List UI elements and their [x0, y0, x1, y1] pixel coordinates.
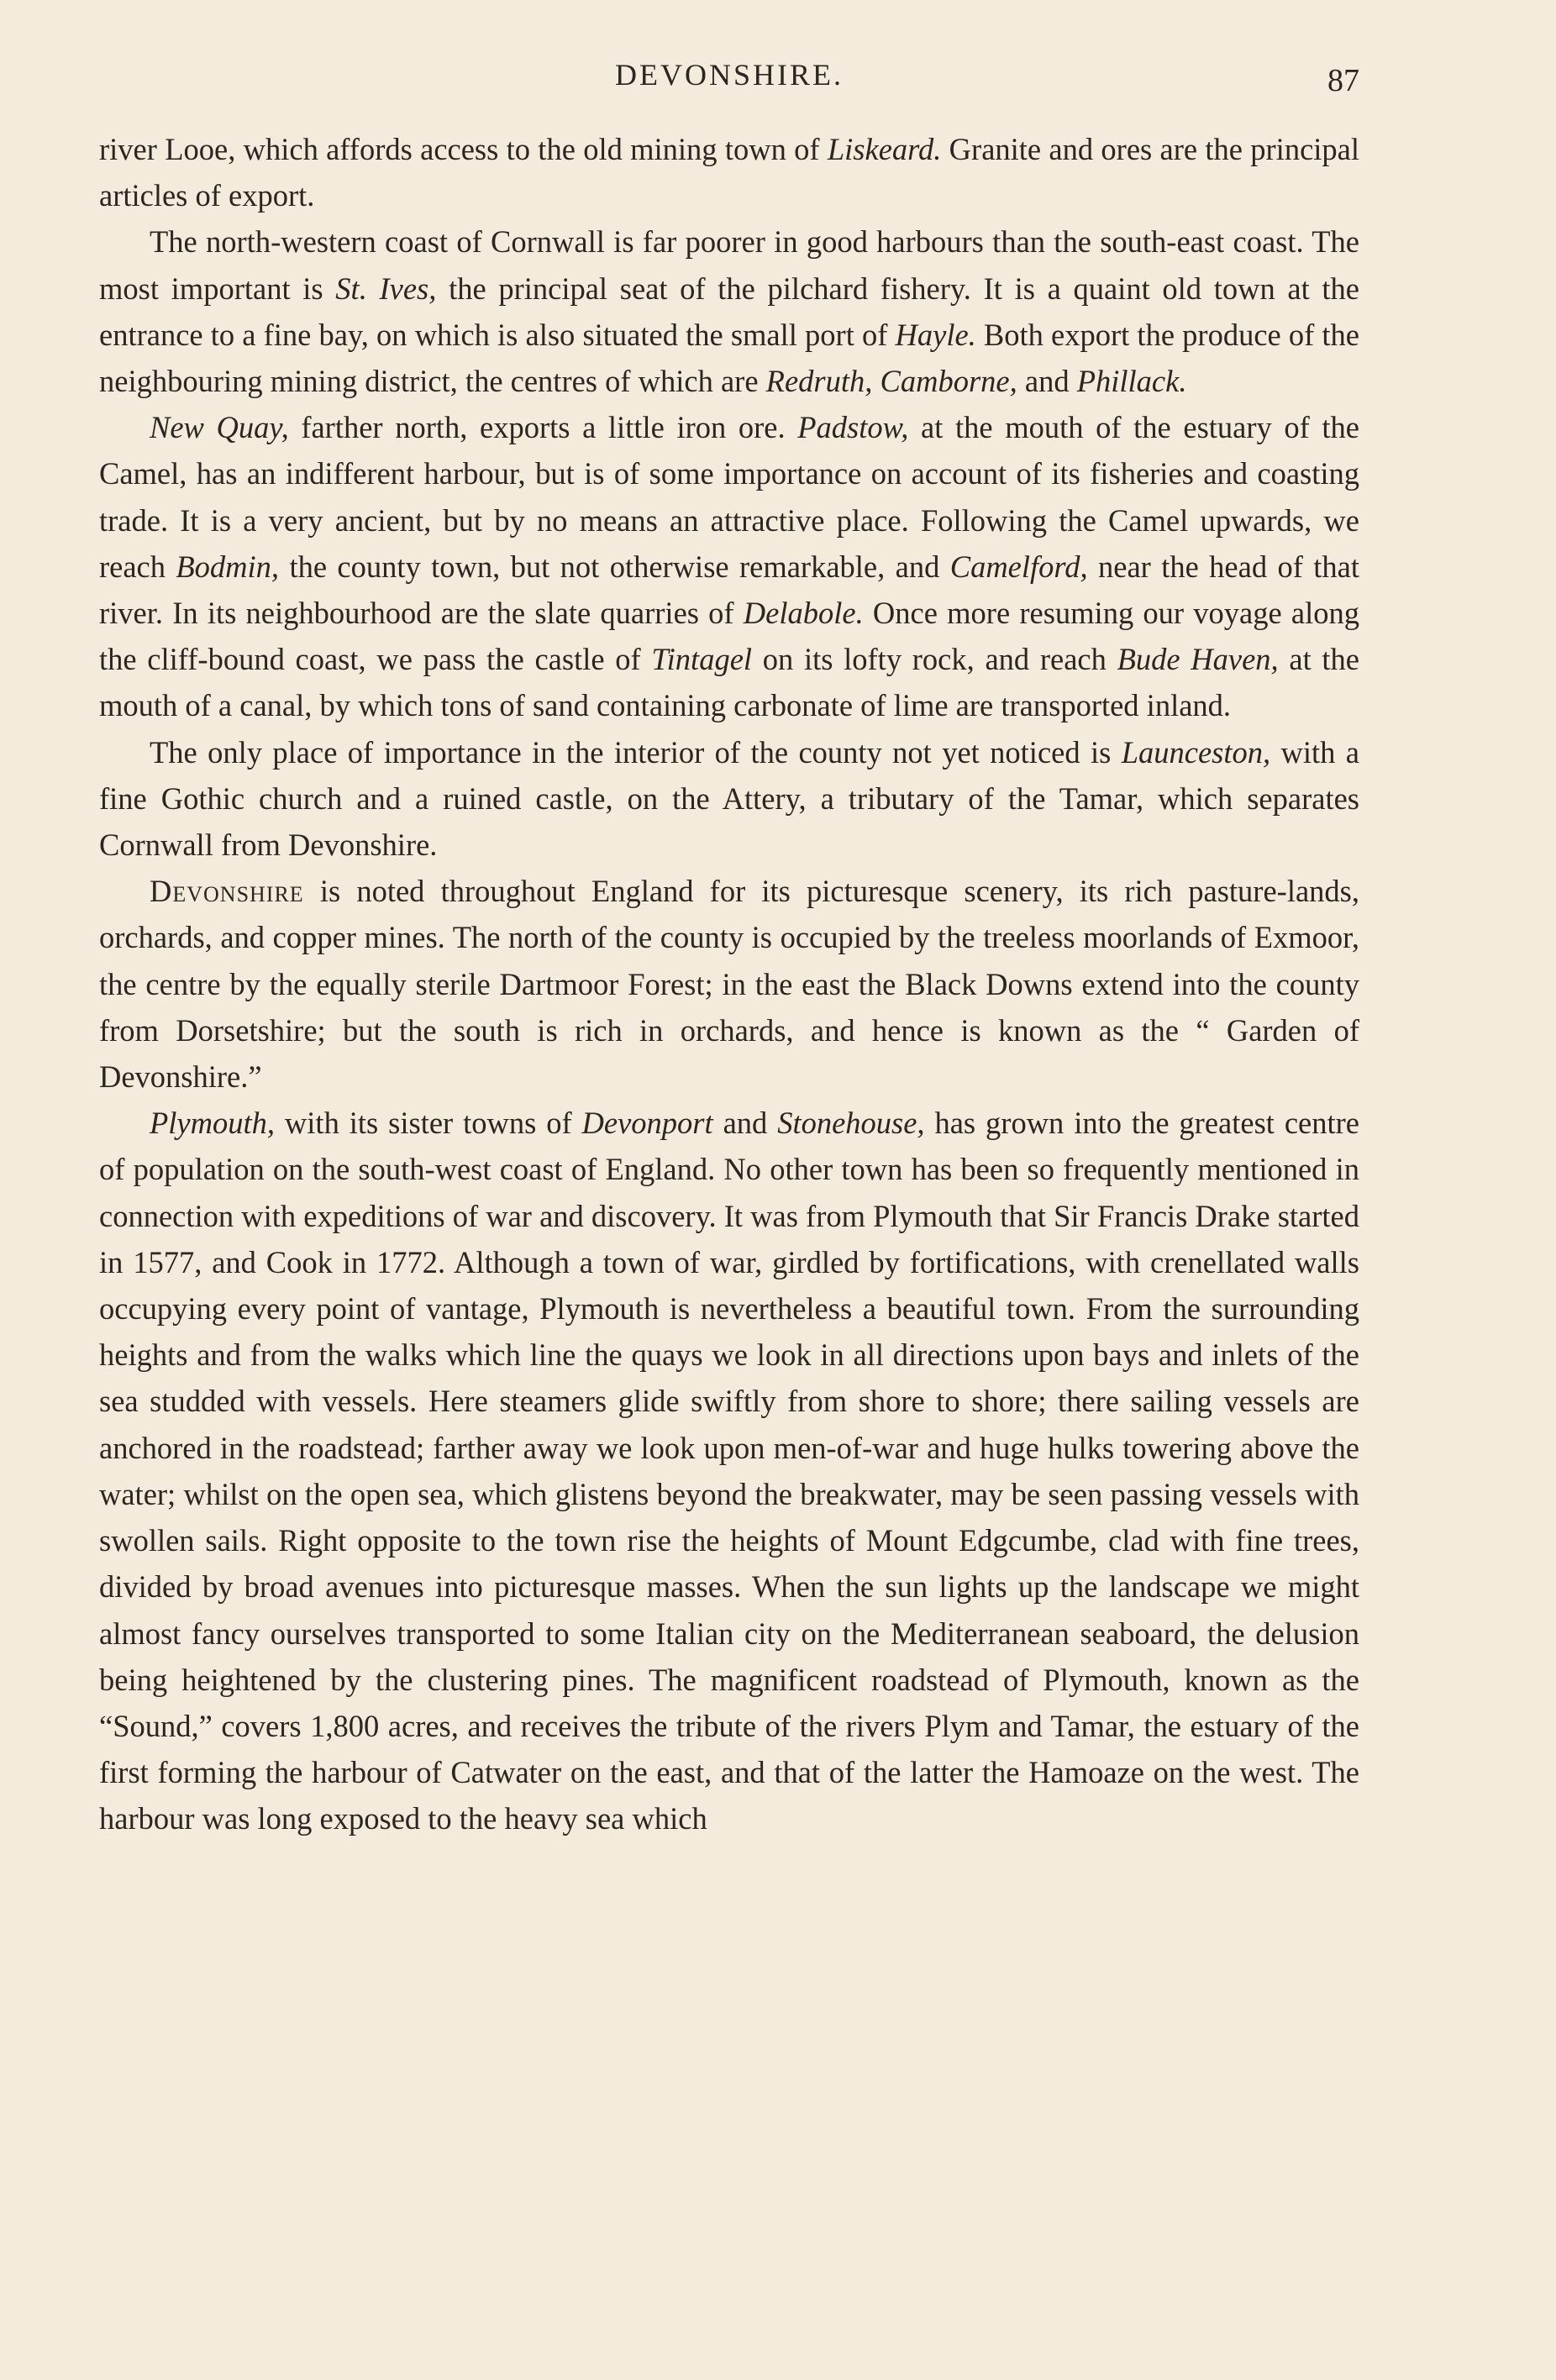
text-run: near the head of that river. In its neighbourhood are the slate quarries of	[99, 549, 1359, 631]
italic-term: Liskeard.	[827, 132, 942, 166]
italic-term: Tintagel	[651, 642, 753, 677]
text-run: with its sister towns of	[275, 1106, 582, 1141]
running-title: DEVONSHIRE.	[615, 58, 844, 92]
text-run: the county town, but not otherwise remarkable, and	[279, 549, 950, 584]
italic-term: Plymouth,	[150, 1106, 276, 1141]
text-run: and	[712, 1106, 778, 1141]
italic-term: Stonehouse,	[777, 1106, 925, 1141]
paragraph-p1	[99, 126, 1359, 218]
italic-term: St. Ives,	[335, 271, 437, 306]
body-text	[99, 126, 1359, 1842]
page-number: 87	[1327, 63, 1359, 98]
text-run: with a fine Gothic church and a ruined castle, on the Attery, a tributary of the Tamar, which separates Cornwall from Devonshire.	[99, 734, 1359, 863]
text-run: has grown into the greatest centre of population on the south-west coast of England. No other town has been so frequently mentioned in connection with expeditions of war and discovery. It was from Plymouth that Sir Francis Drake started in 1577, and Cook in 1772. Although a town of war, girdled by fortifications, with crenellated walls occupying every point of vantage, Plymouth is nevertheless a beautiful town. From the surrounding heights and from the walks which line the quays we look in all directions upon bays and inlets of the sea studded with vessels. Here steamers glide swiftly from shore to shore; there sailing vessels are anchored in the roadstead; farther away we look upon men-of-war and huge hulks towering above the water; whilst on the open sea, which glistens beyond the breakwater, may be seen passing vessels with swollen sails. Right opposite to the town rise the heights of Mount Edgcumbe, clad with fine trees, divided by broad avenues into picturesque masses. When the sun lights up the landscape we might almost fancy ourselves transported to some Italian city on the Mediterranean seaboard, the delusion being heightened by the clustering pines. The magnificent roadstead of Plymouth, known as the “Sound,” covers 1,800 acres, and receives the tribute of the rivers Plym and Tamar, the estuary of the first forming the harbour of Catwater on the east, and that of the latter the Hamoaze on the west. The harbour was long exposed to the heavy sea which	[99, 1106, 1359, 1836]
paragraph-p2	[99, 218, 1359, 404]
text-run: Granite and ores are the principal articles of export.	[99, 132, 1359, 213]
italic-term: Redruth, Camborne,	[765, 364, 1017, 399]
text-run: Both export the produce of the neighbouring mining district, the centres of which are	[99, 317, 1359, 399]
text-run: at the mouth of the estuary of the Camel, has an indifferent harbour, but is of some importance on account of its fisheries and coasting trade. It is a very ancient, but by no means an attractive place. Following the Camel upwards, we reach	[99, 410, 1360, 584]
text-run: at the mouth of a canal, by which tons of sand containing carbonate of lime are transported inland.	[99, 642, 1360, 723]
text-run: The only place of importance in the interior of the county not yet noticed is	[150, 734, 1122, 770]
text-run: and	[1017, 364, 1077, 399]
text-run: farther north, exports a little iron ore.	[288, 410, 798, 445]
text-run: the principal seat of the pilchard fishery. It is a quaint old town at the entrance to a fine bay, on which is also situated the small port of	[99, 271, 1360, 352]
text-run: The north-western coast of Cornwall is far poorer in good harbours than the south-east coast. The most important is	[99, 224, 1359, 306]
paragraph-p6	[99, 1100, 1359, 1841]
italic-term: Camelford,	[949, 549, 1088, 584]
italic-term: Delabole.	[743, 596, 864, 631]
italic-term: Padstow,	[797, 410, 909, 445]
italic-term: Devonport	[581, 1106, 713, 1141]
paragraph-p3	[99, 404, 1359, 728]
text-run: on its lofty rock, and reach	[752, 642, 1117, 677]
italic-term: Hayle.	[895, 317, 976, 352]
italic-term: Bodmin,	[176, 549, 280, 584]
italic-term: New Quay,	[150, 410, 289, 445]
paragraph-p4	[99, 729, 1359, 869]
text-run: river Looe, which affords access to the old mining town of	[99, 132, 828, 166]
text-run: Once more resuming our voyage along the cliff-bound coast, we pass the castle of	[99, 596, 1359, 677]
italic-term: Launceston,	[1121, 734, 1271, 770]
text-run: is noted throughout England for its picturesque scenery, its rich pasture-lands, orchards, and copper mines. The north of the county is occupied by the treeless moorlands of Exmoor, the centre by the equally sterile Dartmoor Forest; in the east the Black Downs extend into the county from Dorsetshire; but the south is rich in orchards, and hence is known as the “ Garden of Devonshire.”	[99, 874, 1359, 1095]
paragraph-p5	[99, 868, 1359, 1100]
small-caps-term: Devonshire	[150, 874, 304, 909]
running-head	[99, 57, 1359, 108]
italic-term: Bude Haven,	[1117, 642, 1279, 677]
italic-term: Phillack.	[1076, 364, 1187, 399]
